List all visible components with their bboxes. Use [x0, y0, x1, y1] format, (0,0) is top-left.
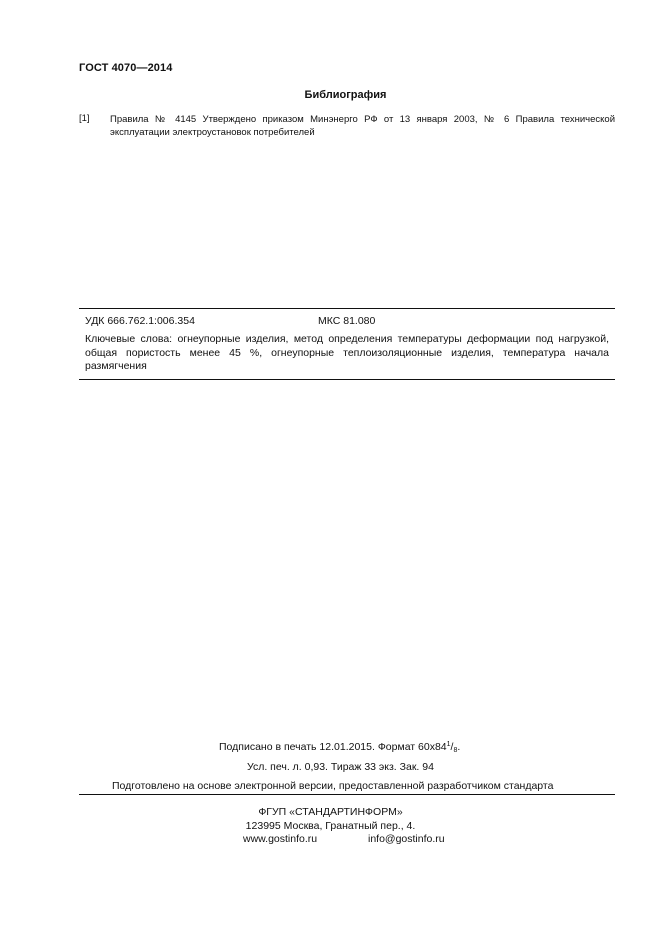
mks-code: МКС 81.080: [318, 315, 376, 327]
keywords: Ключевые слова: огнеупорные изделия, метод определения температуры деформации под нагрузкой, общая пористость менее 45 %, огнеупорные теплоизоляционные изделия, температура начала размягчения: [85, 333, 609, 372]
bibliography-title: Библиография: [304, 89, 387, 101]
signed-suffix: .: [457, 741, 461, 753]
publisher-website: www.gostinfo.ru: [243, 833, 318, 845]
classification-top-rule: [79, 308, 615, 309]
classification-bottom-rule: [79, 379, 615, 380]
printing-details: Усл. печ. л. 0,93. Тираж 33 экз. Зак. 94: [247, 761, 434, 773]
format-denominator: 8: [453, 747, 458, 754]
signed-to-print-text: Подписано в печать 12.01.2015. Формат 60х84: [219, 741, 447, 753]
bibliography-item-text: Правила № 4145 Утверждено приказом Минэнерго РФ от 13 января 2003, № 6 Правила технической эксплуатации электроустановок потребителей: [110, 114, 615, 138]
bibliography-item-number: [1]: [79, 113, 90, 124]
publisher-email: info@gostinfo.ru: [368, 833, 445, 845]
document-id: ГОСТ 4070—2014: [79, 62, 173, 74]
udk-code: УДК 666.762.1:006.354: [85, 315, 195, 327]
signed-to-print: Подписано в печать 12.01.2015. Формат $60х84^1/_8$.: [219, 741, 461, 754]
imprint-rule: [79, 794, 615, 795]
publisher-name: ФГУП «СТАНДАРТИНФОРМ»: [258, 806, 403, 818]
publisher-address: 123995 Москва, Гранатный пер., 4.: [245, 820, 416, 832]
format-numerator: 1: [446, 741, 451, 748]
prepared-note: Подготовлено на основе электронной версии, предоставленной разработчиком стандарта: [112, 780, 554, 792]
